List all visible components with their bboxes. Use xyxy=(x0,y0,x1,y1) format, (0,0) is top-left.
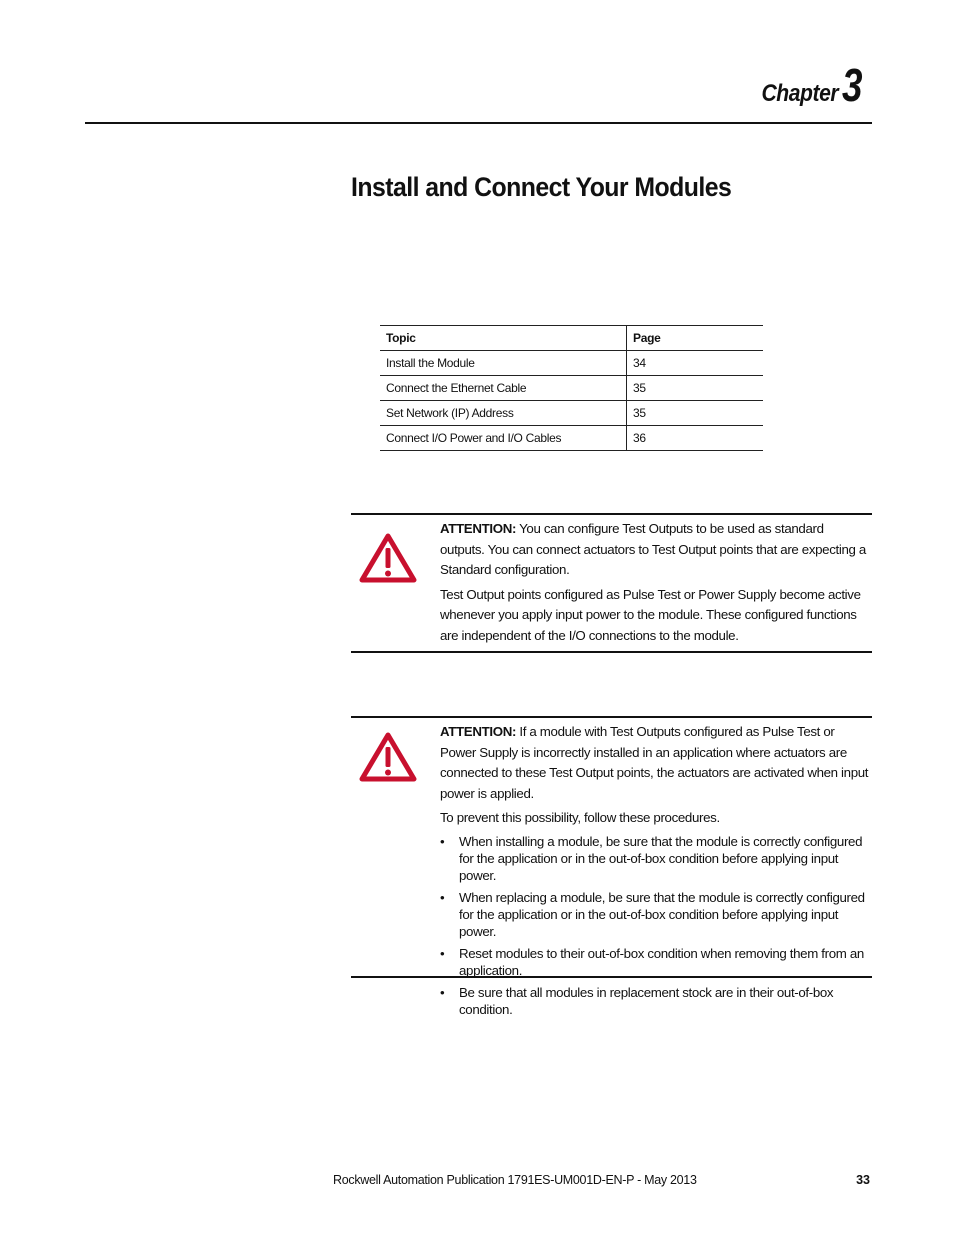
chapter-heading xyxy=(751,59,868,111)
page-cell: 36 xyxy=(627,426,764,451)
attention-paragraph xyxy=(440,722,870,804)
table-row xyxy=(380,351,763,376)
attention-body xyxy=(440,515,872,646)
topic-cell: Install the Module xyxy=(380,351,627,376)
attention-paragraph: To prevent this possibility, follow these procedures. xyxy=(440,810,720,825)
chapter-number: 3 xyxy=(842,59,863,111)
footer-publication: Rockwell Automation Publication 1791ES-UM001D-EN-P - May 2013 xyxy=(333,1173,697,1187)
procedure-list xyxy=(440,833,870,1018)
list-item: • When replacing a module, be sure that the module is correctly configured for the application or in the out-of-box condition before applying input power. xyxy=(440,889,870,940)
table-row xyxy=(380,426,763,451)
table-header-page: Page xyxy=(627,326,764,351)
attention-box-2 xyxy=(351,716,872,1017)
topics-table xyxy=(380,325,763,451)
page-cell: 34 xyxy=(627,351,764,376)
attention-label: ATTENTION: xyxy=(440,724,517,739)
attention-label: ATTENTION: xyxy=(440,521,517,536)
warning-triangle-icon xyxy=(359,533,417,583)
chapter-label: Chapter xyxy=(761,80,839,107)
topic-cell: Set Network (IP) Address xyxy=(380,401,627,426)
warning-triangle-icon xyxy=(359,732,417,782)
attention-body xyxy=(440,718,872,1018)
attention-paragraph xyxy=(440,519,870,581)
page-number: 33 xyxy=(856,1173,870,1187)
chapter-rule xyxy=(85,122,872,124)
topic-cell: Connect I/O Power and I/O Cables xyxy=(380,426,627,451)
table-header-topic: Topic xyxy=(380,326,627,351)
attention-box-1 xyxy=(351,513,872,653)
page-title: Install and Connect Your Modules xyxy=(351,172,732,202)
page-cell: 35 xyxy=(627,376,764,401)
attention-text: You can configure Test Outputs to be used as standard outputs. You can connect actuators to Test Output points that are expecting a Standard configuration. xyxy=(440,521,866,577)
list-item: • When installing a module, be sure that the module is correctly configured for the application or in the out-of-box condition before applying input power. xyxy=(440,833,870,884)
table-row xyxy=(380,376,763,401)
page-cell: 35 xyxy=(627,401,764,426)
attention-paragraph: Test Output points configured as Pulse Test or Power Supply become active whenever you apply input power to the module. These configured functions are independent of the I/O connections to the module. xyxy=(440,586,861,643)
table-row xyxy=(380,401,763,426)
list-item: • Reset modules to their out-of-box condition when removing them from an application. xyxy=(440,945,870,979)
list-item: • Be sure that all modules in replacement stock are in their out-of-box condition. xyxy=(440,984,870,1018)
topic-cell: Connect the Ethernet Cable xyxy=(380,376,627,401)
attention-text: If a module with Test Outputs configured as Pulse Test or Power Supply is incorrectly installed in an application where actuators are connected to these Test Output points, the actuators are activated when input power is applied. xyxy=(440,724,869,801)
table-header-row xyxy=(380,326,763,351)
